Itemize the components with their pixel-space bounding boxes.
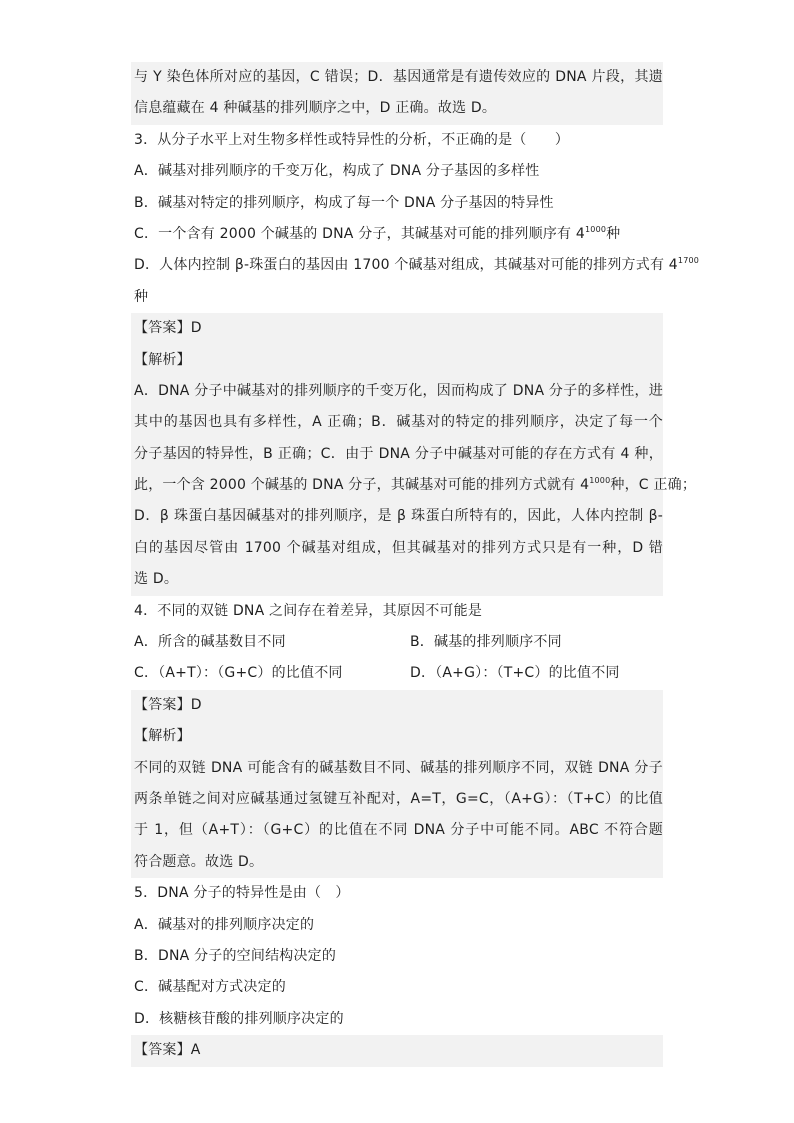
option-c-suffix: 种	[606, 225, 621, 242]
question-3-stem: 3．从分子水平上对生物多样性或特异性的分析，不正确的是（ ）	[134, 131, 570, 148]
question-4-analysis-line-2: 两条单链之间对应碱基通过氢键互补配对，A=T，G=C，（A+G）：（T+C）的比值	[131, 784, 663, 815]
content-column	[131, 62, 700, 1067]
option-c-text: C．一个含有 2000 个碱基的 DNA 分子，其碱基对可能的排列顺序有 4	[134, 225, 585, 242]
question-5-stem: 5．DNA 分子的特异性是由（ ）	[134, 885, 350, 902]
question-3-analysis-line-2: 其中的基因也具有多样性，A 正确；B．碱基对的特定的排列顺序，决定了每一个	[131, 407, 663, 438]
question-3-analysis-label: 【解析】	[131, 345, 663, 376]
question-4-analysis-label: 【解析】	[131, 721, 663, 752]
question-3-option-c	[131, 219, 663, 250]
intro-line-2: 信息蕴藏在 4 种碱基的排列顺序之中，D 正确。故选 D。	[131, 93, 663, 124]
question-4-analysis-line-3: 于 1，但（A+T）：（G+C）的比值在不同 DNA 分子中可能不同。ABC 不符合题	[131, 815, 663, 846]
question-4-answer: 【答案】D	[131, 690, 663, 721]
question-3-analysis-line-1: A．DNA 分子中碱基对的排列顺序的千变万化，因而构成了 DNA 分子的多样性，进	[131, 376, 663, 407]
option-d-text: D．人体内控制 β-珠蛋白的基因由 1700 个碱基对组成，其碱基对可能的排列方式有 4	[134, 257, 678, 274]
question-5-option-c: C．碱基配对方式决定的	[134, 979, 286, 996]
question-4-options-row-2	[131, 658, 663, 689]
question-3-analysis-line-4	[131, 470, 697, 501]
option-c-exponent: 1000	[585, 224, 607, 234]
question-4-option-b: B．碱基的排列顺序不同	[410, 634, 562, 651]
question-3-option-d-continued: 种	[134, 288, 149, 305]
question-5-option-b: B．DNA 分子的空间结构决定的	[134, 947, 337, 964]
question-3-analysis-line-7: 选 D。	[131, 564, 663, 595]
question-3-option-a: A．碱基对排列顺序的千变万化，构成了 DNA 分子基因的多样性	[134, 163, 540, 180]
question-3-analysis-line-3: 分子基因的特异性，B 正确；C．由于 DNA 分子中碱基对可能的存在方式有 4 种，	[131, 439, 663, 470]
question-4-option-d: D．（A+G）：（T+C）的比值不同	[410, 665, 620, 682]
question-4-option-c: C．（A+T）：（G+C）的比值不同	[134, 665, 343, 682]
question-5-answer: 【答案】A	[131, 1035, 663, 1066]
question-5-option-d: D．核糖核苷酸的排列顺序决定的	[134, 1010, 344, 1027]
question-5-option-a: A．碱基对的排列顺序决定的	[134, 916, 315, 933]
question-4-stem: 4．不同的双链 DNA 之间存在着差异，其原因不可能是	[134, 602, 483, 619]
question-4-options-row-1	[131, 627, 663, 658]
analysis-4-text: 此，一个含 2000 个碱基的 DNA 分子，其碱基对可能的排列方式就有 4	[134, 477, 590, 494]
analysis-4-suffix: 种，C 正确；	[610, 477, 697, 494]
question-4-analysis-line-4: 符合题意。故选 D。	[131, 847, 663, 878]
question-3-analysis-line-6: 白的基因尽管由 1700 个碱基对组成，但其碱基对的排列方式只是有一种，D 错	[131, 533, 663, 564]
question-4-analysis-line-1: 不同的双链 DNA 可能含有的碱基数目不同、碱基的排列顺序不同，双链 DNA 分子	[131, 753, 663, 784]
question-3-answer: 【答案】D	[131, 313, 663, 344]
question-3-option-d	[131, 250, 700, 281]
intro-line-1: 与 Y 染色体所对应的基因，C 错误；D．基因通常是有遗传效应的 DNA 片段，其遗	[131, 62, 663, 93]
question-3-option-b: B．碱基对特定的排列顺序，构成了每一个 DNA 分子基因的特异性	[134, 194, 554, 211]
analysis-4-exponent: 1000	[589, 476, 611, 486]
option-d-exponent: 1700	[677, 256, 700, 266]
question-3-analysis-line-5: D．β 珠蛋白基因碱基对的排列顺序，是 β 珠蛋白所特有的，因此，人体内控制 β-	[131, 501, 663, 532]
question-4-option-a: A．所含的碱基数目不同	[134, 634, 286, 651]
